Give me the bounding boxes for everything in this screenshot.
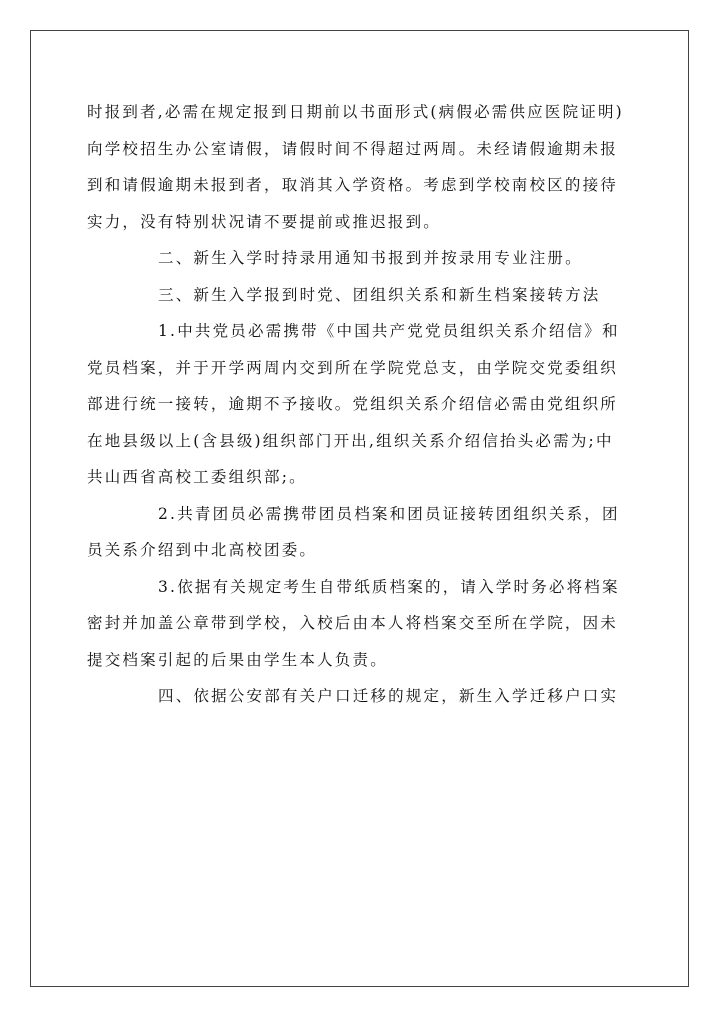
item-2-line-1: 2.共青团员必需携带团员档案和团员证接转团组织关系，团 bbox=[158, 504, 620, 523]
text-line-3: 到和请假逾期未报到者，取消其入学资格。考虑到学校南校区的接待 bbox=[87, 176, 619, 194]
section-heading-3: 三、新生入学报到时党、团组织关系和新生档案接转方法 bbox=[158, 285, 601, 304]
item-3-line-2: 密封并加盖公章带到学校，入校后由本人将档案交至所在学院，因未 bbox=[87, 614, 619, 632]
item-1-line-2: 党员档案，并于开学两周内交到所在学院党总支，由学院交党委组织 bbox=[87, 358, 619, 377]
item-3-line-3: 提交档案引起的后果由学生本人负责。 bbox=[87, 650, 388, 669]
item-2-line-2: 员关系介绍到中北高校团委。 bbox=[87, 541, 318, 559]
section-heading-2: 二、新生入学时持录用通知书报到并按录用专业注册。 bbox=[158, 249, 583, 267]
item-3-line-1: 3.依据有关规定考生自带纸质档案的，请入学时务必将档案 bbox=[158, 577, 620, 596]
text-line-4: 实力，没有特别状况请不要提前或推迟报到。 bbox=[87, 212, 442, 231]
item-1-line-5: 共山西省高校工委组织部;。 bbox=[87, 468, 307, 486]
item-1-line-3: 部进行统一接转，逾期不予接收。党组织关系介绍信必需由党组织所 bbox=[87, 395, 619, 413]
text-line-1: 时报到者,必需在规定报到日期前以书面形式(病假必需供应医院证明) bbox=[87, 103, 624, 121]
item-1-line-4: 在地县级以上(含县级)组织部门开出,组织关系介绍信抬头必需为;中 bbox=[87, 431, 614, 450]
item-1-line-1: 1.中共党员必需携带《中国共产党党员组织关系介绍信》和 bbox=[158, 322, 620, 340]
document-body bbox=[87, 94, 633, 715]
section-heading-4: 四、依据公安部有关户口迁移的规定，新生入学迁移户口实 bbox=[158, 687, 619, 705]
text-line-2: 向学校招生办公室请假，请假时间不得超过两周。未经请假逾期未报 bbox=[87, 139, 619, 158]
